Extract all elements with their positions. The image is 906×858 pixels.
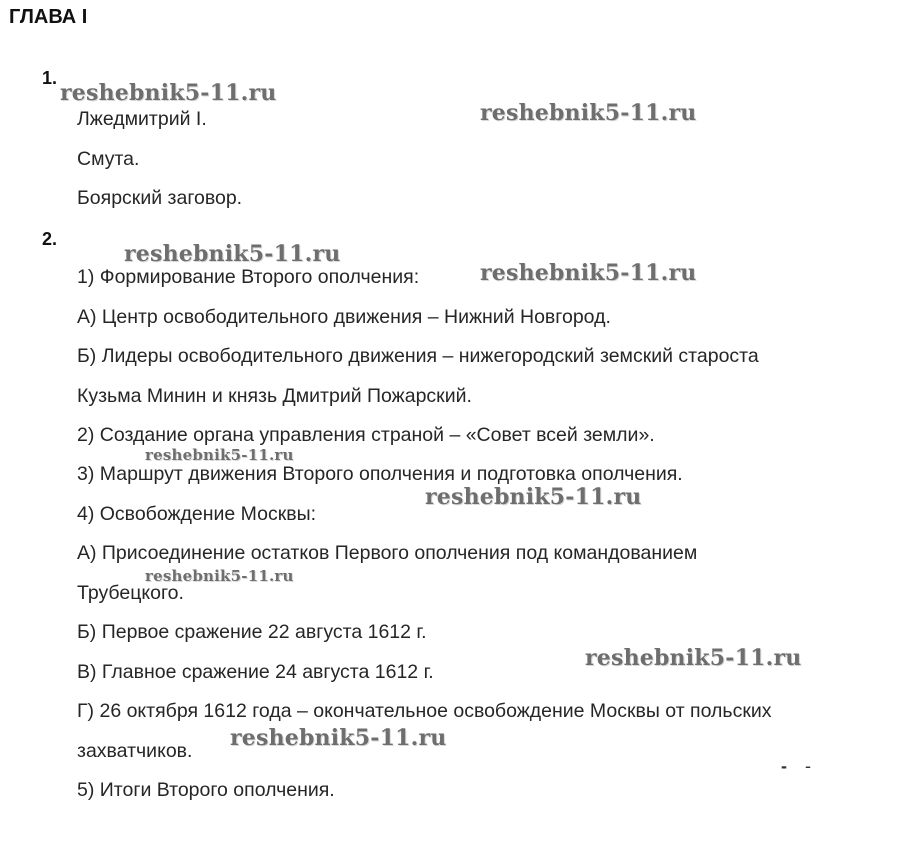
watermark: reshebnik5-11.ru — [124, 241, 341, 267]
task-1-number: 1. — [42, 68, 58, 88]
task-2-line: 5) Итоги Второго ополчения. — [77, 779, 335, 801]
watermark: reshebnik5-11.ru — [480, 100, 697, 126]
task-2-line: 1) Формирование Второго ополчения: — [77, 266, 420, 288]
watermark: reshebnik5-11.ru — [145, 446, 294, 464]
task-1-line: Боярский заговор. — [77, 187, 243, 209]
task-2-line: Б) Первое сражение 22 августа 1612 г. — [77, 621, 427, 643]
watermark: reshebnik5-11.ru — [425, 484, 642, 510]
task-1-line: Лжедмитрий I. — [77, 108, 207, 130]
watermark: reshebnik5-11.ru — [230, 725, 447, 751]
task-2-line: Трубецкого. — [77, 582, 184, 604]
task-2-line: 2) Создание органа управления страной – «Совет всей земли». — [77, 424, 655, 446]
task-2-line: Б) Лидеры освободительного движения – нижегородский земский староста — [77, 345, 759, 367]
task-2-line: Кузьма Минин и князь Дмитрий Пожарский. — [77, 385, 472, 407]
watermark: reshebnik5-11.ru — [480, 260, 697, 286]
watermark: reshebnik5-11.ru — [60, 80, 277, 106]
task-2-line: А) Присоединение остатков Первого ополчения под командованием — [77, 542, 698, 564]
task-1-line: Смута. — [77, 148, 140, 170]
task-2-line: А) Центр освободительного движения – Нижний Новгород. — [77, 306, 611, 328]
watermark: reshebnik5-11.ru — [585, 645, 802, 671]
task-2-line: захватчиков. — [77, 740, 193, 762]
task-2-line: 4) Освобождение Москвы: — [77, 503, 317, 525]
task-2-line: Г) 26 октября 1612 года – окончательное освобождение Москвы от польских — [77, 700, 772, 722]
watermark: reshebnik5-11.ru — [145, 567, 294, 585]
stray-mark: - — [805, 756, 811, 776]
task-2-number: 2. — [42, 229, 58, 249]
task-2-line: 3) Маршрут движения Второго ополчения и подготовка ополчения. — [77, 463, 683, 485]
chapter-title: ГЛАВА I — [9, 6, 88, 28]
stray-mark: - — [781, 756, 787, 776]
task-2-line: В) Главное сражение 24 августа 1612 г. — [77, 661, 434, 683]
